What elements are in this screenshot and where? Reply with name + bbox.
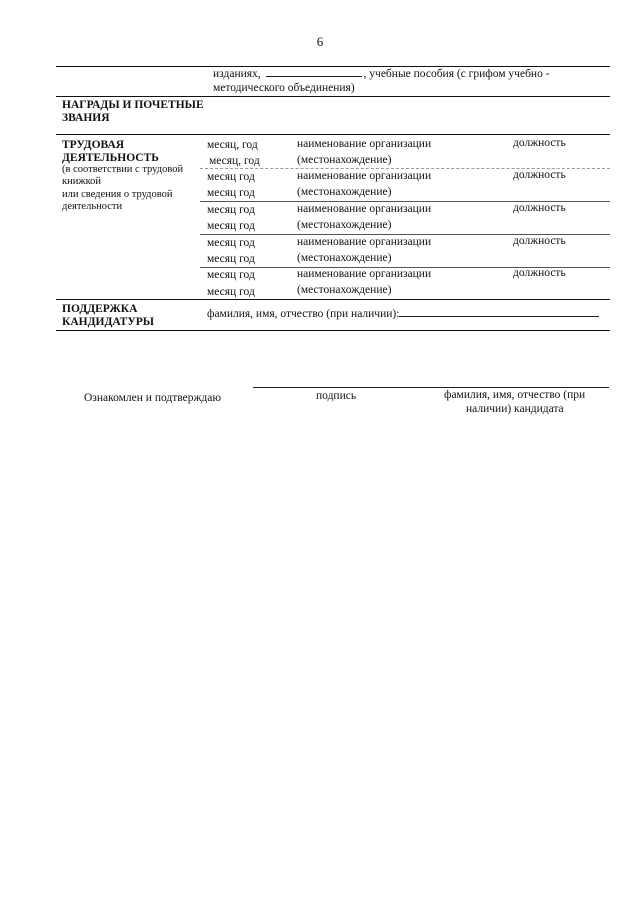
work-entry-4-date-to[interactable]: месяц год bbox=[207, 253, 255, 265]
work-entry-4-location[interactable]: (местонахождение) bbox=[297, 252, 392, 264]
work-entry-1-location[interactable]: (местонахождение) bbox=[297, 154, 392, 166]
work-note-line-1: (в соответствии с трудовой bbox=[62, 164, 184, 175]
work-entry-2-org[interactable]: наименование организации bbox=[297, 170, 432, 182]
page-number: 6 bbox=[316, 34, 324, 49]
work-entry-5-date-from[interactable]: месяц год bbox=[207, 269, 255, 281]
awards-label-line-2: ЗВАНИЯ bbox=[62, 112, 110, 124]
work-entry-5-org[interactable]: наименование организации bbox=[297, 268, 432, 280]
work-entry-4-position[interactable]: должность bbox=[513, 235, 566, 247]
work-note-line-2: книжкой bbox=[62, 176, 102, 187]
work-entry-3-date-from[interactable]: месяц год bbox=[207, 204, 255, 216]
publications-text-2: , учебные пособия (с грифом учебно - bbox=[363, 68, 550, 80]
support-label-line-2: КАНДИДАТУРЫ bbox=[62, 316, 155, 328]
work-entry-3-date-to[interactable]: месяц год bbox=[207, 220, 255, 232]
work-entry-4-date-from[interactable]: месяц год bbox=[207, 237, 255, 249]
work-note-line-3: или сведения о трудовой bbox=[62, 189, 173, 200]
work-entry-5-location[interactable]: (местонахождение) bbox=[297, 284, 392, 296]
acknowledge-text: Ознакомлен и подтверждаю bbox=[84, 392, 221, 404]
publications-text-1: изданиях, bbox=[213, 68, 261, 80]
work-entry-1-date-from[interactable]: месяц, год bbox=[207, 139, 258, 151]
awards-label-line-1: НАГРАДЫ И ПОЧЕТНЫЕ bbox=[62, 99, 204, 111]
support-field-label: фамилия, имя, отчество (при наличии): bbox=[207, 308, 400, 320]
support-name-blank[interactable] bbox=[399, 307, 599, 317]
signature-line[interactable] bbox=[253, 387, 609, 388]
work-entry-2-position[interactable]: должность bbox=[513, 169, 566, 181]
work-entry-5-date-to[interactable]: месяц год bbox=[207, 286, 255, 298]
publications-line-1 bbox=[213, 67, 550, 80]
support-top-rule bbox=[56, 299, 610, 300]
support-name-field bbox=[207, 307, 599, 320]
work-entry-2-date-to[interactable]: месяц год bbox=[207, 187, 255, 199]
publications-line-2: методического объединения) bbox=[213, 82, 355, 94]
work-entry-1-date-to[interactable]: месяц, год bbox=[209, 155, 260, 167]
signature-label: подпись bbox=[316, 390, 357, 402]
work-entry-1-position[interactable]: должность bbox=[513, 137, 566, 149]
support-bottom-rule bbox=[56, 330, 610, 331]
work-entry-3-location[interactable]: (местонахождение) bbox=[297, 219, 392, 231]
work-entry-3-org[interactable]: наименование организации bbox=[297, 203, 432, 215]
work-top-rule bbox=[56, 134, 610, 135]
work-label-line-1: ТРУДОВАЯ bbox=[62, 139, 125, 151]
candidate-name-label-line-1: фамилия, имя, отчество (при bbox=[444, 389, 586, 401]
work-entry-1-org[interactable]: наименование организации bbox=[297, 138, 432, 150]
candidate-name-label-line-2: наличии) кандидата bbox=[466, 403, 564, 415]
work-entry-5-position[interactable]: должность bbox=[513, 267, 566, 279]
work-note-line-4: деятельности bbox=[62, 201, 123, 212]
work-entry-2-location[interactable]: (местонахождение) bbox=[297, 186, 392, 198]
work-entry-2-date-from[interactable]: месяц год bbox=[207, 171, 255, 183]
work-entry-3-position[interactable]: должность bbox=[513, 202, 566, 214]
support-label-line-1: ПОДДЕРЖКА bbox=[62, 303, 138, 315]
work-label-line-2: ДЕЯТЕЛЬНОСТЬ bbox=[62, 152, 159, 164]
awards-top-rule bbox=[56, 96, 610, 97]
work-entry-4-org[interactable]: наименование организации bbox=[297, 236, 432, 248]
publications-blank-field[interactable] bbox=[266, 67, 362, 77]
